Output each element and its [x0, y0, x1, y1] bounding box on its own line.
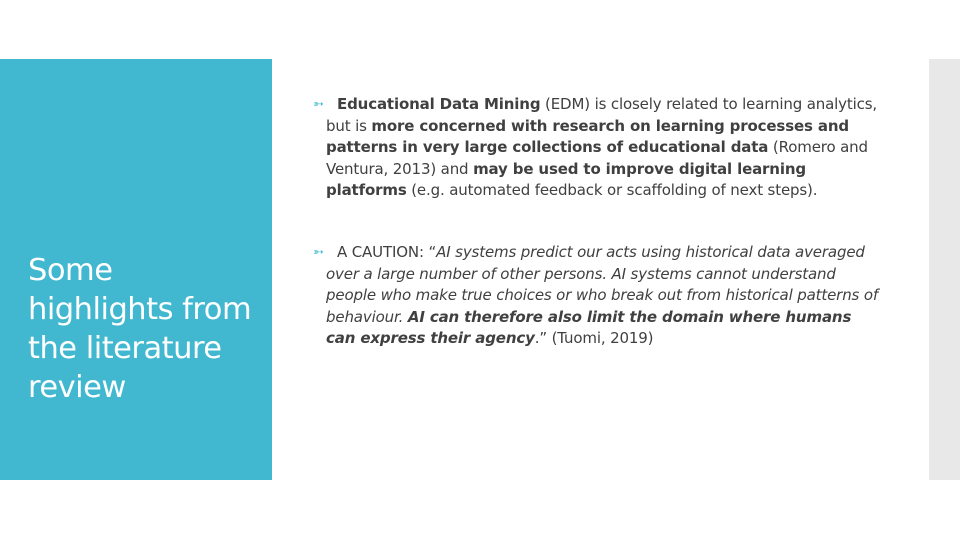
right-accent-strip: [929, 59, 960, 480]
bullet-edm: [310, 94, 880, 202]
caution-citation: .” (Tuomi, 2019): [534, 329, 654, 348]
edm-text-1: (EDM) is closely related to learning analytics, but is: [326, 95, 878, 135]
feather-arrow-icon: ➳: [313, 244, 324, 260]
edm-term: Educational Data Mining: [337, 95, 541, 113]
bullet-list: [310, 94, 880, 350]
edm-emphasis-1: more concerned with research on learning processes and patterns in very large collections of educational data: [326, 116, 849, 157]
slide-title: Some highlights from the literature review: [28, 253, 252, 405]
title-panel: [0, 59, 272, 480]
caution-quote: AI systems predict our acts using historical data averaged over a large number of other persons. AI systems cannot understand people who make true choices or who break out from historical patterns of behaviour.: [326, 242, 878, 326]
edm-citation: (Romero and Ventura, 2013) and: [326, 138, 868, 178]
edm-emphasis-2: may be used to improve digital learning platforms: [326, 159, 806, 200]
edm-text-2: (e.g. automated feedback or scaffolding of next steps).: [406, 181, 818, 200]
bullet-caution: [310, 242, 880, 350]
caution-emphasis: AI can therefore also limit the domain where humans can express their agency: [326, 307, 852, 348]
caution-label: A CAUTION: “: [337, 242, 437, 261]
feather-arrow-icon: ➳: [313, 97, 324, 112]
